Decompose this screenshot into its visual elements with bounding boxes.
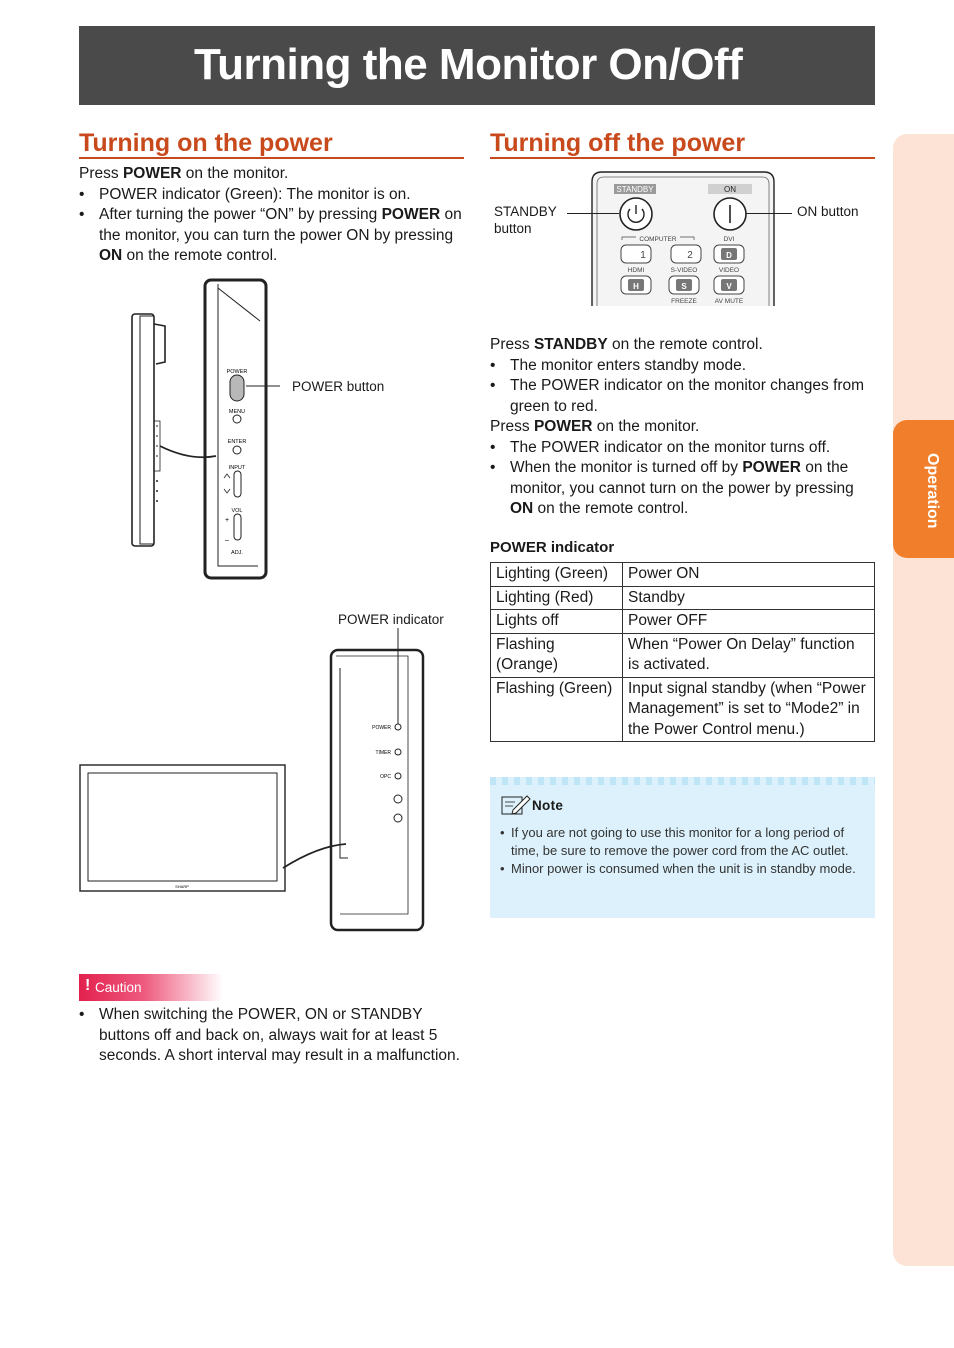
remote-btn-s: S xyxy=(681,282,687,291)
side-label-power: POWER xyxy=(226,369,248,375)
remote-btn-h: H xyxy=(633,282,639,291)
table-cell: Flashing (Orange) xyxy=(491,633,623,677)
pencil-note-icon xyxy=(501,792,531,816)
remote-standby-label: STANDBY xyxy=(616,185,654,194)
table-cell: Lighting (Green) xyxy=(491,563,623,587)
remote-on-label: ON xyxy=(724,185,736,194)
side-label-minus: – xyxy=(225,537,229,544)
off-para-2: Press POWER on the monitor. xyxy=(490,418,700,435)
table-row xyxy=(491,677,875,742)
off-bullet-4: • When the monitor is turned off by POWER on the monitor, you cannot turn on the power by pressing ON on the remote control. xyxy=(490,459,854,517)
note-item-1: • If you are not going to use this monitor for a long period of time, be sure to remove the power cord from the AC outlet. xyxy=(500,825,849,858)
power-button-label: POWER button xyxy=(292,379,385,394)
monitor-side-illustration xyxy=(120,276,280,582)
remote-freeze-label: FREEZE xyxy=(671,298,697,305)
power-indicator-label: POWER indicator xyxy=(338,612,444,627)
on-bullet-2: • After turning the power “ON” by pressing POWER on the monitor, you can turn the power ON by pressing ON on the remote control. xyxy=(79,206,462,264)
on-section-body xyxy=(79,164,469,267)
indicator-table-caption: POWER indicator xyxy=(490,539,615,556)
table-cell: Power OFF xyxy=(623,610,875,634)
note-list xyxy=(500,824,862,878)
on-intro: Press POWER on the monitor. xyxy=(79,165,289,182)
off-section-body xyxy=(490,335,875,520)
note-item-2: • Minor power is consumed when the unit is in standby mode. xyxy=(500,861,856,876)
front-label-power: POWER xyxy=(372,725,391,731)
remote-btn-v: V xyxy=(726,282,732,291)
table-row xyxy=(491,633,875,677)
table-cell: Power ON xyxy=(623,563,875,587)
off-bullet-2: • The POWER indicator on the monitor changes from green to red. xyxy=(490,377,865,415)
side-label-vol: VOL xyxy=(231,508,243,514)
table-cell: When “Power On Delay” function is activated. xyxy=(623,633,875,677)
indicator-table xyxy=(490,562,875,742)
standby-leader xyxy=(567,213,619,214)
on-heading-rule xyxy=(79,157,464,159)
table-row xyxy=(491,563,875,587)
remote-hdmi-label: HDMI xyxy=(627,267,645,274)
front-label-timer: TIMER xyxy=(375,750,391,756)
caution-heading: Caution xyxy=(95,980,142,995)
side-label-adj: ADJ. xyxy=(231,550,243,556)
page-title: Turning the Monitor On/Off xyxy=(194,40,743,89)
remote-btn-d: D xyxy=(726,251,732,260)
remote-btn-2: 2 xyxy=(687,250,693,261)
note-heading: Note xyxy=(532,798,564,813)
front-brand: SHARP xyxy=(175,884,189,889)
on-button-label: ON button xyxy=(797,204,859,219)
side-label-plus: + xyxy=(224,517,230,524)
table-cell: Input signal standby (when “Power Management” is set to “Mode2” in the Power Control menu.) xyxy=(623,677,875,742)
remote-standby-button[interactable] xyxy=(620,198,652,230)
table-row xyxy=(491,610,875,634)
on-leader xyxy=(746,213,792,214)
table-cell: Standby xyxy=(623,586,875,610)
side-tab-background xyxy=(893,134,954,1266)
on-section-heading: Turning on the power xyxy=(79,129,333,157)
remote-dvi-label: DVI xyxy=(723,236,735,243)
on-bullet-1: • POWER indicator (Green): The monitor is on. xyxy=(79,185,411,203)
side-label-menu: MENU xyxy=(228,409,246,415)
remote-video-label: VIDEO xyxy=(718,267,740,274)
remote-svideo-label: S-VIDEO xyxy=(670,267,698,274)
remote-computer-label: COMPUTER xyxy=(639,236,677,243)
off-heading-rule xyxy=(490,157,875,159)
note-box-top-edge xyxy=(490,777,875,785)
monitor-front-illustration xyxy=(78,628,428,934)
front-label-opc: OPC xyxy=(380,774,391,780)
remote-avmute-label: AV MUTE xyxy=(714,298,744,305)
table-cell: Lighting (Red) xyxy=(491,586,623,610)
remote-on-button[interactable] xyxy=(714,198,746,230)
side-label-enter: ENTER xyxy=(227,439,247,445)
standby-button-label: STANDBY button xyxy=(494,204,557,236)
off-section-heading: Turning off the power xyxy=(490,129,746,157)
remote-illustration xyxy=(588,170,778,306)
off-para-1: Press STANDBY on the remote control. xyxy=(490,336,763,353)
side-label-input: INPUT xyxy=(228,465,246,471)
caution-item: • When switching the POWER, ON or STANDBY buttons off and back on, always wait for at least 5 seconds. A short interval may result in a malfunction. xyxy=(79,1006,460,1064)
table-row xyxy=(491,586,875,610)
off-bullet-1: • The monitor enters standby mode. xyxy=(490,356,747,374)
caution-icon: ! xyxy=(85,977,91,994)
table-cell: Lights off xyxy=(491,610,623,634)
remote-btn-1: 1 xyxy=(640,250,646,261)
caution-body xyxy=(79,1005,464,1067)
side-tab-operation-label: Operation xyxy=(924,453,941,529)
off-bullet-3: • The POWER indicator on the monitor turns off. xyxy=(490,438,831,456)
table-cell: Flashing (Green) xyxy=(491,677,623,742)
